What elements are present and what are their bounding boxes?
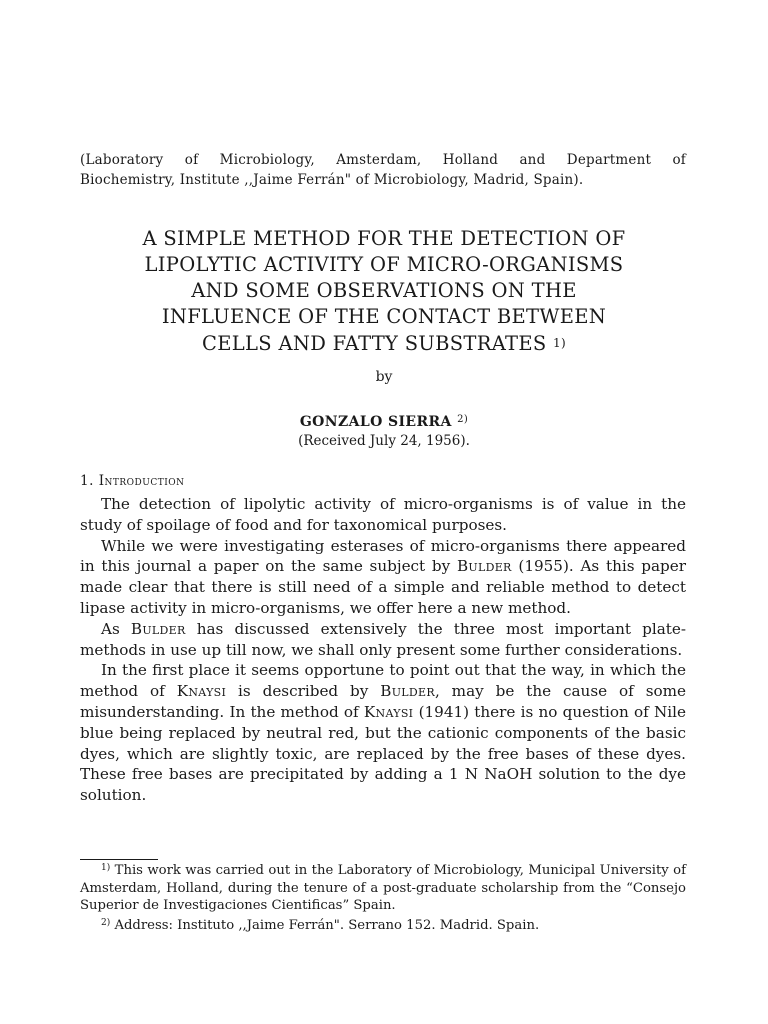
- footnote-2: [80, 915, 686, 935]
- title-line-5-text: CELLS AND FATTY SUBSTRATES: [202, 332, 547, 355]
- affiliation-line-2: Biochemistry, Institute ,,Jaime Ferrán" of Microbiology, Madrid, Spain).: [80, 172, 584, 188]
- paragraph-2-part-a: While we were investigating esterases of micro-organisms there appeared in this journal a paper on the same subject by: [80, 536, 686, 576]
- footnote-1-mark: 1): [101, 863, 111, 873]
- paragraph-4-part-b: is described by: [238, 682, 369, 701]
- footnote-1: [80, 860, 686, 915]
- citation-bulder: Bulder: [456, 557, 512, 576]
- paragraph-3: [80, 619, 686, 661]
- received-date: (Received July 24, 1956).: [298, 433, 470, 449]
- title-line-1: A SIMPLE METHOD FOR THE DETECTION OF: [142, 227, 626, 250]
- title-line-2: LIPOLYTIC ACTIVITY OF MICRO-ORGANISMS: [144, 253, 624, 276]
- citation-bulder: Bulder: [130, 619, 186, 638]
- paragraph-4-part-c: , may be the cause of some misunderstanding. In the method of: [80, 682, 687, 721]
- paragraph-3-part-a: As: [101, 619, 120, 638]
- footnote-2-text: Address: Instituto ,,Jaime Ferrán". Serrano 152. Madrid. Spain.: [114, 917, 540, 933]
- affiliation: [80, 150, 686, 190]
- section-heading: [80, 473, 185, 489]
- byline-by: by: [375, 369, 393, 385]
- body-text: [80, 494, 686, 806]
- footnote-1-text: This work was carried out in the Laboratory of Microbiology, Municipal University of Amsterdam, Holland, during the tenure of a post-graduate scholarship from the “Consejo Superior de Investigaciones Cientificas” Spain.: [80, 863, 686, 914]
- title-line-4: INFLUENCE OF THE CONTACT BETWEEN: [161, 305, 607, 328]
- author-name: [0, 414, 768, 430]
- section-number: 1.: [80, 473, 94, 489]
- paragraph-2-part-b: (1955). As this paper made clear that there is still need of a simple and reliable method to detect lipase activity in micro-organisms, we offer here a new method.: [80, 557, 686, 617]
- footnotes: [80, 860, 686, 934]
- paragraph-1: The detection of lipolytic activity of micro-organisms is of value in the study of spoilage of food and for taxonomical purposes.: [80, 495, 686, 534]
- citation-knaysi: Knaysi: [363, 702, 414, 721]
- title-footnote-mark: 1): [553, 336, 566, 350]
- title-line-5: [60, 330, 708, 357]
- citation-bulder: Bulder: [380, 682, 435, 701]
- affiliation-line-1: (Laboratory of Microbiology, Amsterdam, Holland and Department of: [80, 152, 686, 168]
- paragraph-4: [80, 660, 686, 806]
- paragraph-4-part-a: In the first place it seems opportune to point out that the way, in which the method of: [80, 661, 686, 701]
- author-footnote-mark: 2): [457, 414, 469, 425]
- paragraph-4-part-d: (1941) there is no question of Nile blue being replaced by neutral red, but the cationic components of the basic dyes, which are slightly toxic, are replaced by the free bases of these dyes. These free bases are precipitated by adding a 1 N NaOH solution to the dye solution.: [80, 702, 687, 805]
- section-title: Introduction: [98, 473, 185, 489]
- paragraph-2: [80, 536, 686, 619]
- paper-title: [60, 226, 708, 357]
- author-name-text: GONZALO SIERRA: [299, 414, 452, 430]
- paragraph-3-part-b: has discussed extensively the three most important plate-methods in use up till now, we shall only present some further considerations.: [80, 619, 687, 659]
- title-line-3: AND SOME OBSERVATIONS ON THE: [191, 279, 577, 302]
- citation-knaysi: Knaysi: [176, 682, 227, 701]
- footnote-2-mark: 2): [101, 917, 111, 928]
